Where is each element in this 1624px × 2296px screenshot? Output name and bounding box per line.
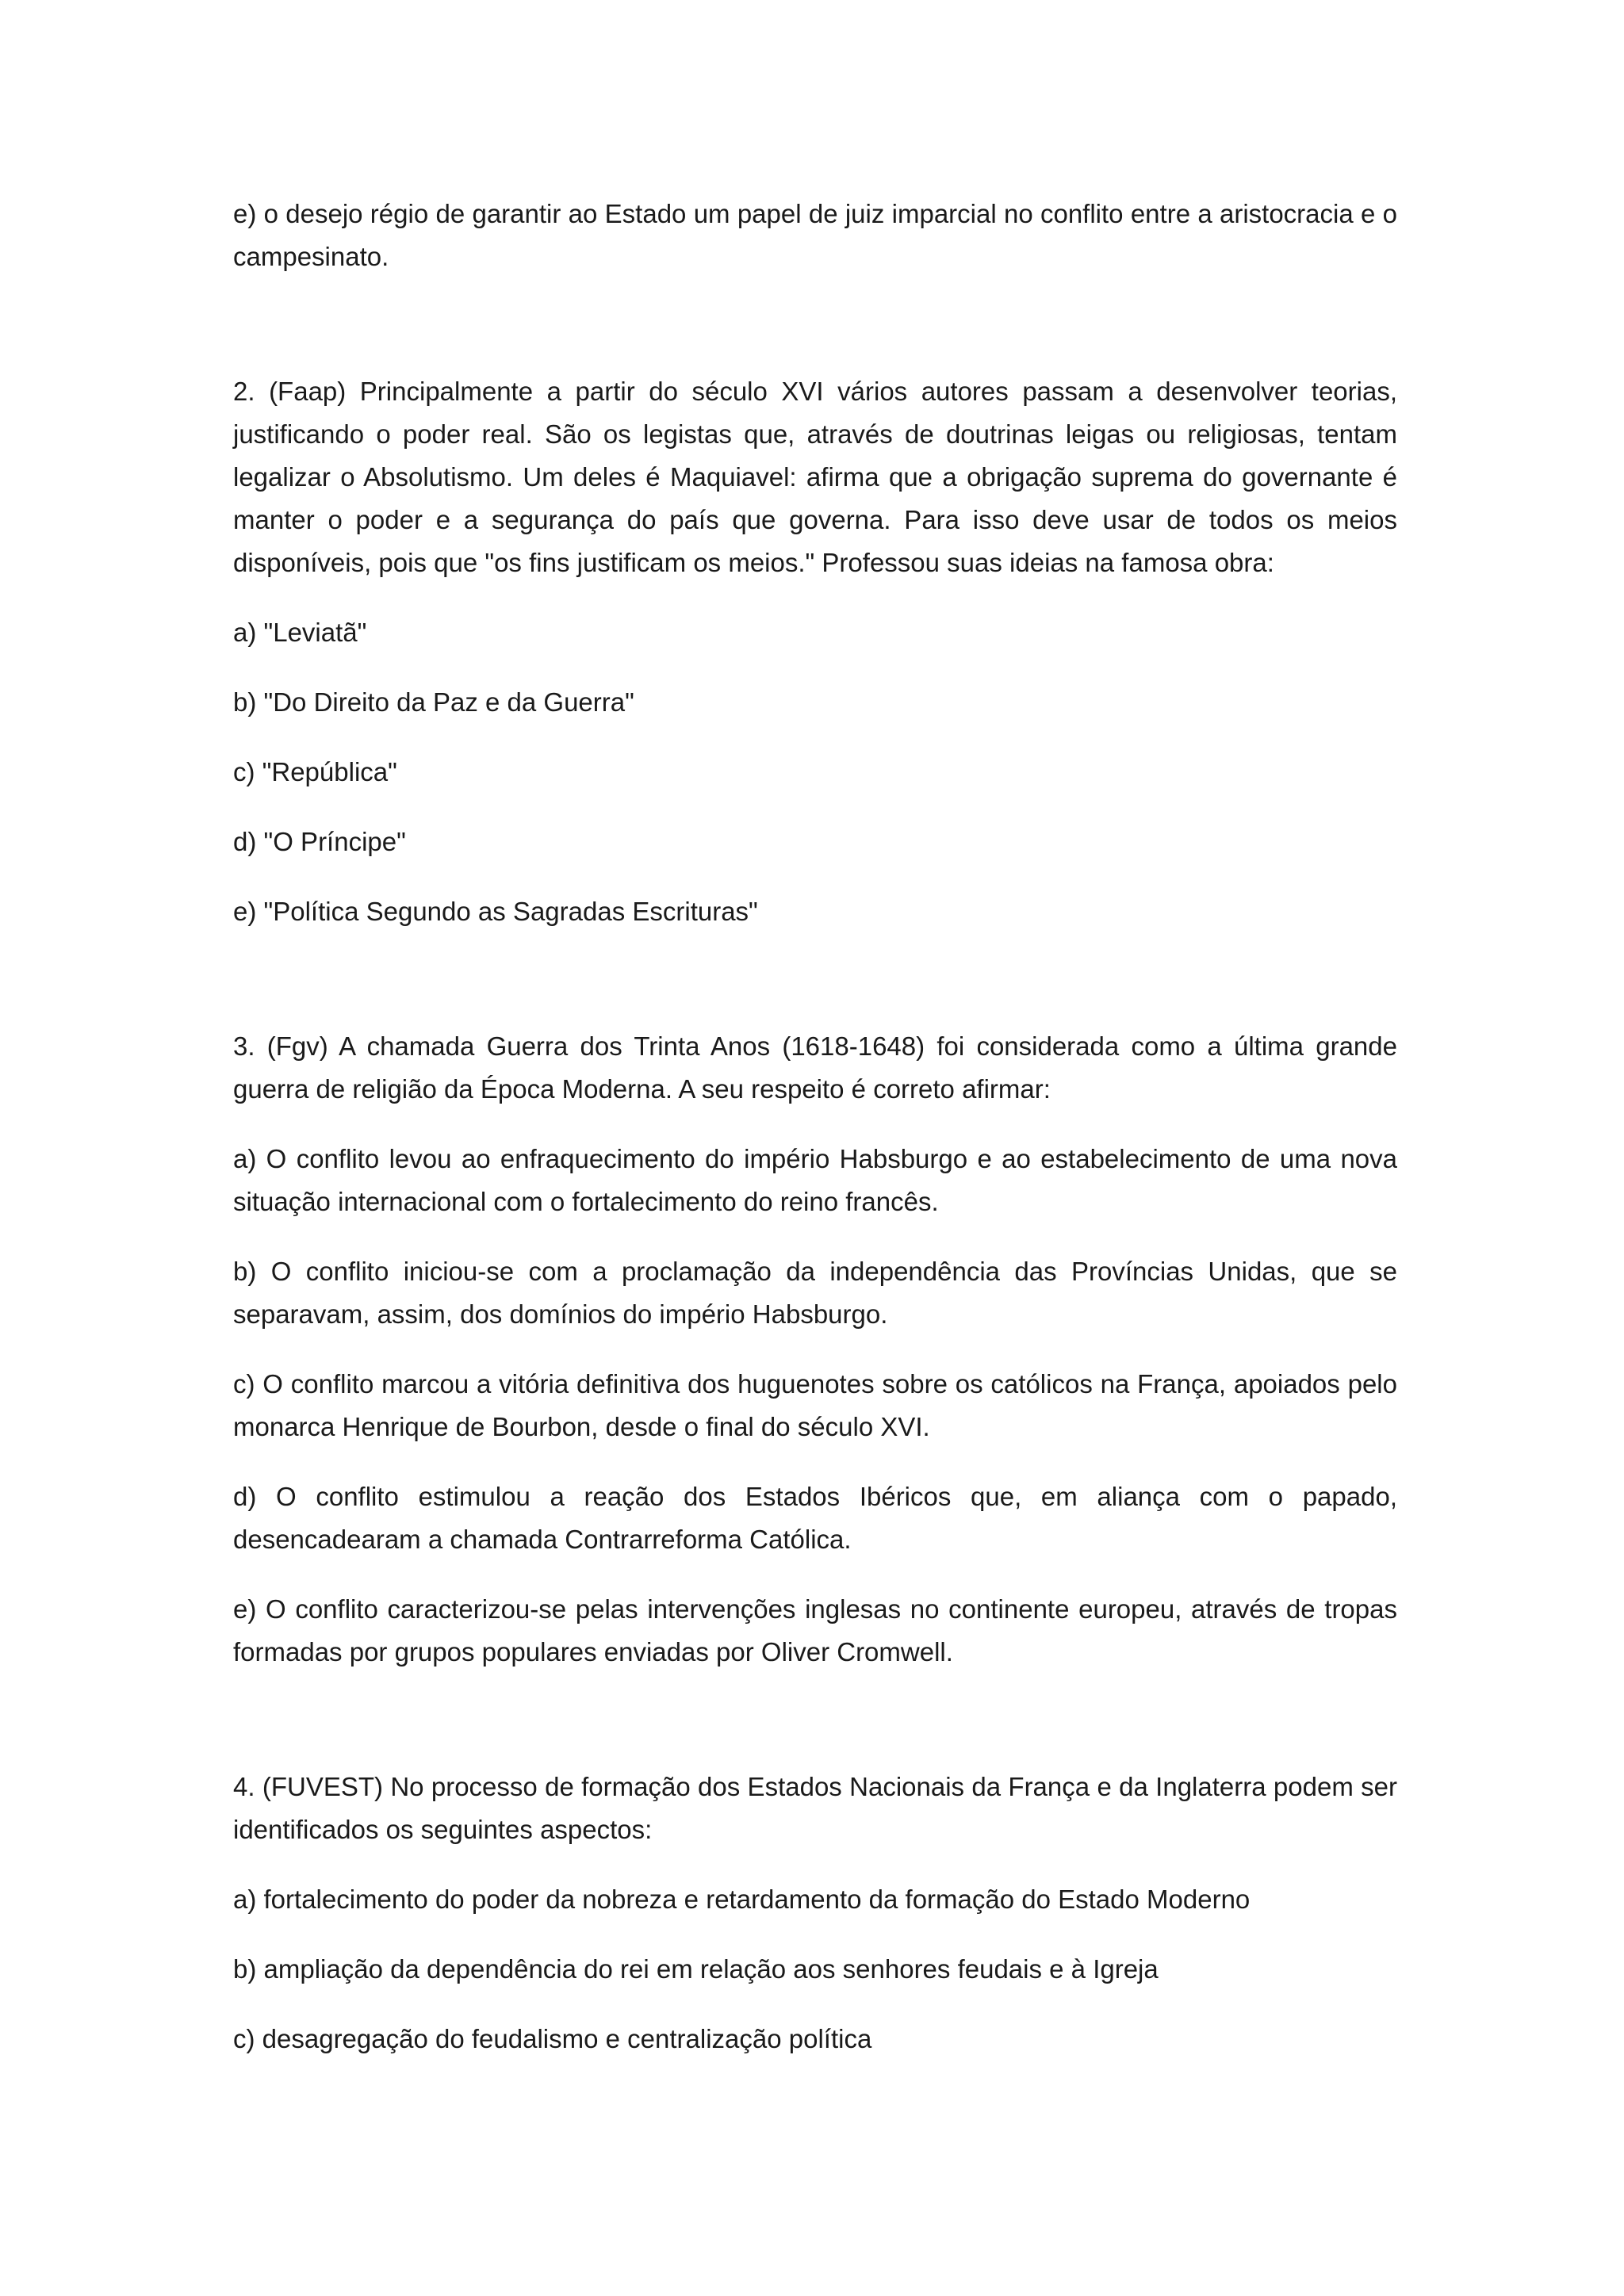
- question-4-option-c: c) desagregação do feudalismo e centralização política: [233, 2024, 872, 2053]
- question-3-option-e: e) O conflito caracterizou-se pelas intervenções inglesas no continente europeu, através de tropas formadas por grupos populares enviadas por Oliver Cromwell.: [233, 1594, 1397, 1667]
- question-2-option-e: e) "Política Segundo as Sagradas Escrituras": [233, 897, 758, 926]
- question-2-stem: 2. (Faap) Principalmente a partir do século XVI vários autores passam a desenvolver teorias, justificando o poder real. São os legistas que, através de doutrinas leigas ou religiosas, tentam legalizar o Absolutismo. Um deles é Maquiavel: afirma que a obrigação suprema do governante é manter o poder e a segurança do país que governa. Para isso deve usar de todos os meios disponíveis, pois que "os fins justificam os meios." Professou suas ideias na famosa obra:: [233, 377, 1397, 577]
- question-3-option-c: c) O conflito marcou a vitória definitiva dos huguenotes sobre os católicos na França, apoiados pelo monarca Henrique de Bourbon, desde o final do século XVI.: [233, 1369, 1397, 1441]
- question-3-option-a: a) O conflito levou ao enfraquecimento do império Habsburgo e ao estabelecimento de uma nova situação internacional com o fortalecimento do reino francês.: [233, 1144, 1397, 1216]
- question-4: [233, 1766, 1397, 2061]
- question-2-option-a: a) "Leviatã": [233, 618, 367, 647]
- question-2-option-d: d) "O Príncipe": [233, 827, 406, 856]
- question-2-option-b: b) "Do Direito da Paz e da Guerra": [233, 687, 634, 717]
- previous-question-option-e: e) o desejo régio de garantir ao Estado um papel de juiz imparcial no conflito entre a aristocracia e o campesinato.: [233, 199, 1397, 271]
- question-2: [233, 370, 1397, 933]
- question-4-option-a: a) fortalecimento do poder da nobreza e retardamento da formação do Estado Moderno: [233, 1885, 1251, 1914]
- question-3: [233, 1025, 1397, 1674]
- question-4-option-b: b) ampliação da dependência do rei em relação aos senhores feudais e à Igreja: [233, 1954, 1159, 1984]
- document-content: [233, 193, 1397, 2061]
- question-3-option-b: b) O conflito iniciou-se com a proclamação da independência das Províncias Unidas, que se separavam, assim, dos domínios do império Habsburgo.: [233, 1257, 1397, 1329]
- question-2-option-c: c) "República": [233, 757, 397, 786]
- question-3-option-d: d) O conflito estimulou a reação dos Estados Ibéricos que, em aliança com o papado, desencadearam a chamada Contrarreforma Católica.: [233, 1482, 1397, 1554]
- question-3-stem: 3. (Fgv) A chamada Guerra dos Trinta Anos (1618-1648) foi considerada como a última grande guerra de religião da Época Moderna. A seu respeito é correto afirmar:: [233, 1031, 1397, 1104]
- question-4-stem: 4. (FUVEST) No processo de formação dos Estados Nacionais da França e da Inglaterra podem ser identificados os seguintes aspectos:: [233, 1772, 1397, 1844]
